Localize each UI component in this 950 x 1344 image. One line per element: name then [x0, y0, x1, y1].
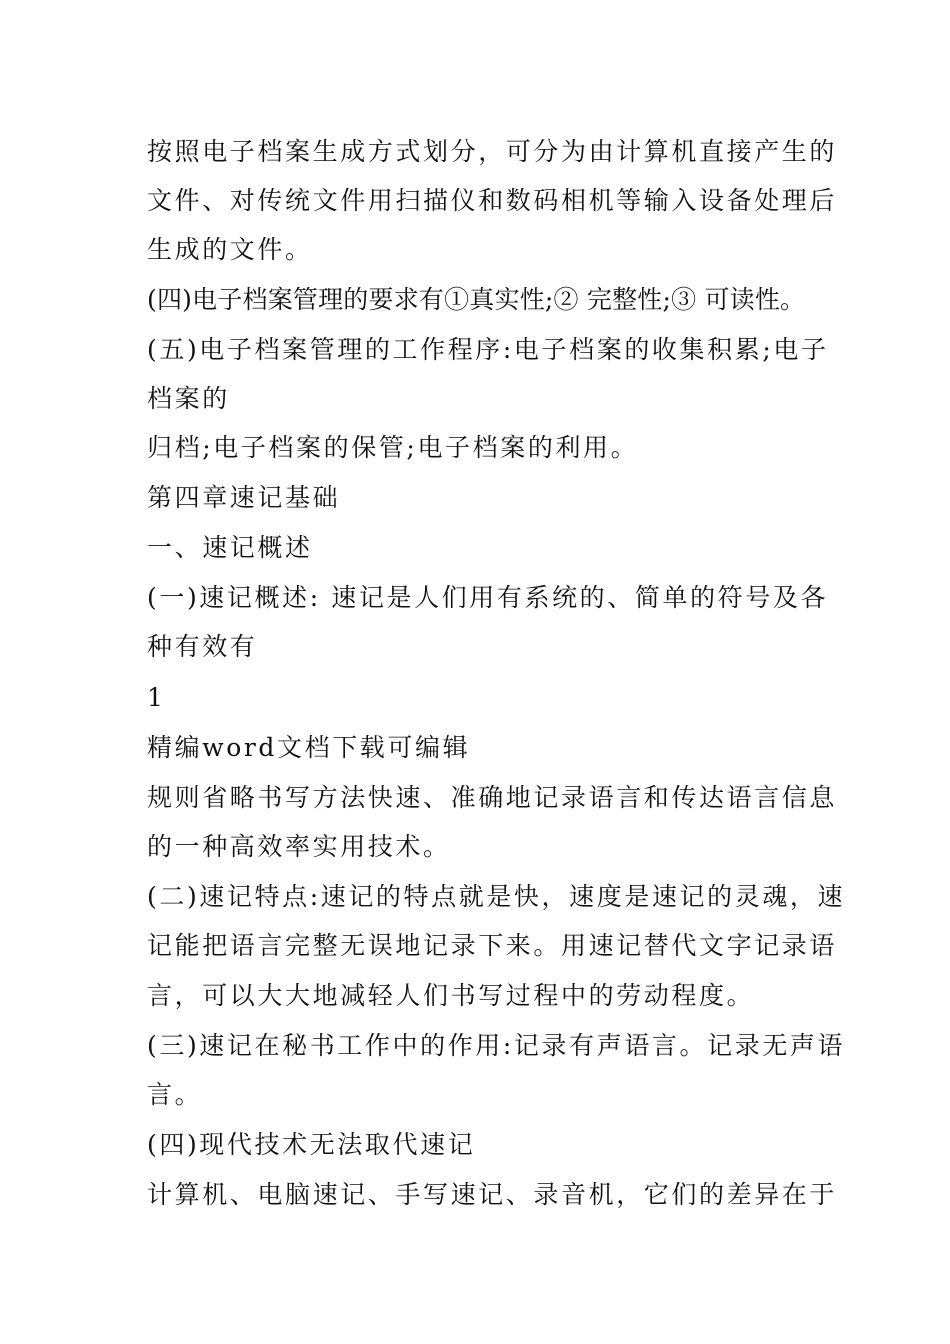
page-number: 1 — [147, 683, 166, 712]
text-line: 档案的 — [147, 384, 230, 413]
text-line: 记能把语言完整无误地记录下来。用速记替代文字记录语 — [147, 931, 838, 960]
text-line: (五)电子档案管理的工作程序:电子档案的收集积累;电子 — [147, 335, 829, 364]
section-heading: 一、速记概述 — [147, 533, 313, 562]
text-line: 的一种高效率实用技术。 — [147, 832, 451, 861]
text-line: 种有效有 — [147, 632, 258, 661]
text-line: 生成的文件。 — [147, 235, 313, 264]
text-line: 言，可以大大地减轻人们书写过程中的劳动程度。 — [147, 981, 755, 1010]
text-line: 规则省略书写方法快速、准确地记录语言和传达语言信息 — [147, 783, 838, 812]
chapter-heading: 第四章速记基础 — [147, 483, 341, 512]
text-line: (四)现代技术无法取代速记 — [147, 1130, 476, 1159]
text-line: 按照电子档案生成方式划分，可分为由计算机直接产生的 — [147, 137, 838, 166]
text-line: 计算机、电脑速记、手写速记、录音机，它们的差异在于 — [147, 1180, 838, 1209]
text-line: (二)速记特点:速记的特点就是快，速度是速记的灵魂，速 — [147, 882, 846, 911]
text-line: 文件、对传统文件用扫描仪和数码相机等输入设备处理后 — [147, 186, 838, 215]
text-line: (一)速记概述: 速记是人们用有系统的、简单的符号及各 — [147, 583, 829, 612]
watermark-text: 精编word文档下载可编辑 — [147, 733, 471, 762]
text-line: 言。 — [147, 1080, 203, 1109]
text-line: 归档;电子档案的保管;电子档案的利用。 — [147, 433, 639, 462]
text-line: (三)速记在秘书工作中的作用:记录有声语言。记录无声语 — [147, 1031, 846, 1060]
text-line: (四)电子档案管理的要求有①真实性;② 完整性;③ 可读性。 — [147, 285, 806, 314]
